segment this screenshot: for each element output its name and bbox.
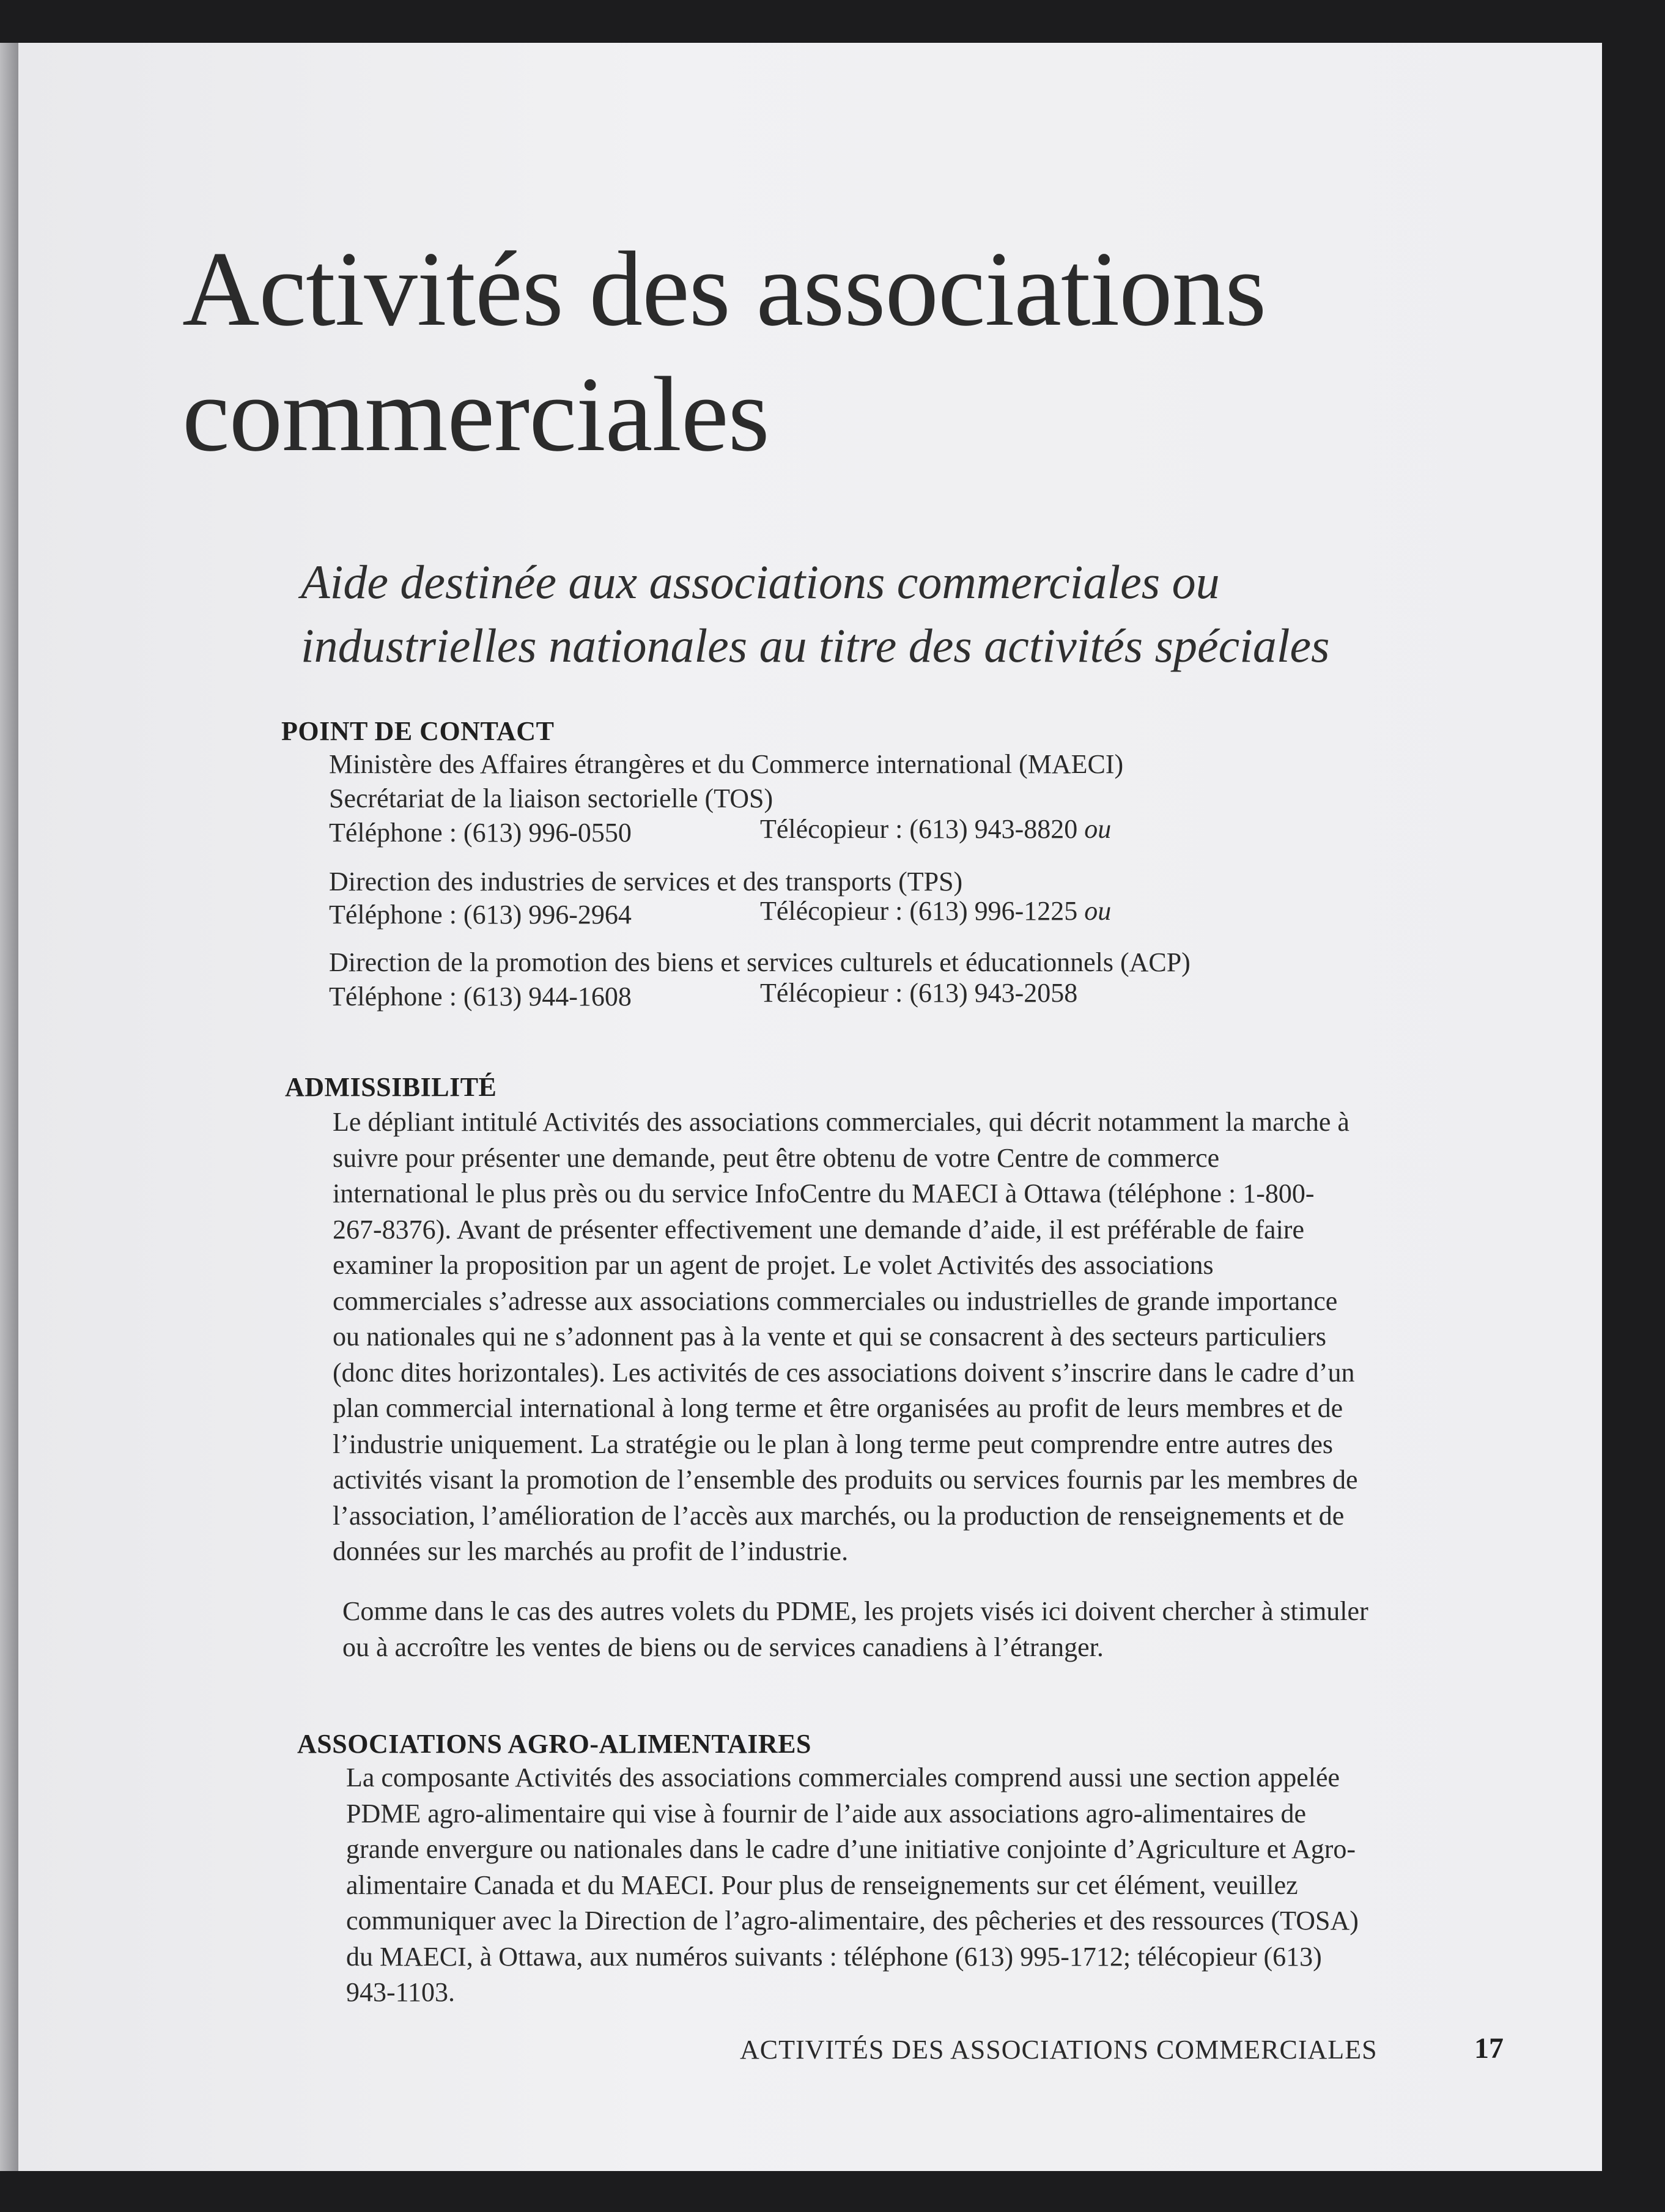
contact-tps-fax — [760, 895, 1111, 927]
contact-tps-fax-or: ou — [1084, 896, 1112, 926]
page-subtitle-line2: industrielles nationales au titre des activités spéciales — [301, 619, 1330, 672]
agrifood-paragraph: La composante Activités des associations commerciales comprend aussi une section appelée PDME agro-alimentaire qui vise à fournir de l’aide aux associations agro-alimentaires de grande envergure ou nationales dans le cadre d’une initiative conjointe d’Agriculture et Agro-alimentaire Canada et du MAECI. Pour plus de renseignements sur cet élément, veuillez communiquer avec la Direction de l’agro-alimentaire, des pêcheries et des ressources (TOSA) du MAECI, à Ottawa, aux numéros suivants : téléphone (613) 995-1712; télécopieur (613) 943-1103. — [346, 1763, 1359, 2007]
book-spine-edge — [0, 43, 18, 2171]
agrifood-heading: ASSOCIATIONS AGRO-ALIMENTAIRES — [297, 1729, 811, 1759]
contact-ministry: Ministère des Affaires étrangères et du Commerce international (MAECI) — [329, 749, 1124, 779]
contact-tos-fax-or: ou — [1084, 814, 1112, 844]
contact-heading: POINT DE CONTACT — [281, 716, 555, 746]
contact-tos-phone: Téléphone : (613) 996-0550 — [329, 818, 632, 848]
page-title — [182, 226, 1527, 477]
page-title-line1: Activités des associations — [182, 229, 1266, 348]
contact-tos-fax-number: Télécopieur : (613) 943-8820 — [760, 814, 1078, 844]
contact-tps-phone: Téléphone : (613) 996-2964 — [329, 900, 632, 930]
document-page — [18, 43, 1602, 2171]
eligibility-paragraph-2: Comme dans le cas des autres volets du PDME, les projets visés ici doivent chercher à stimuler ou à accroître les ventes de biens ou de services canadiens à l’étranger. — [342, 1596, 1368, 1662]
eligibility-paragraph-1: Le dépliant intitulé Activités des associations commerciales, qui décrit notamment la marche à suivre pour présenter une demande, peut être obtenu de votre Centre de commerce international le plus près ou du service InfoCentre du MAECI à Ottawa (téléphone : 1-800-267-8376). Avant de présenter effectivement une demande d’aide, il est préférable de faire examiner la proposition par un agent de projet. Le volet Activités des associations commerciales s’adresse aux associations commerciales ou industrielles de grande importance ou nationales qui ne s’adonnent pas à la vente et qui se consacrent à des secteurs particuliers (donc dites horizontales). Les activités de ces associations doivent s’inscrire dans le cadre d’un plan commercial international à long terme et être organisées au profit de leurs membres et de l’industrie uniquement. La stratégie ou le plan à long terme peut comprendre entre autres des activités visant la promotion de l’ensemble des produits ou services fournis par les membres de l’association, l’amélioration de l’accès aux marchés, ou la production de renseignements et de données sur les marchés au profit de l’industrie. — [333, 1107, 1358, 1566]
page-subtitle — [301, 550, 1585, 678]
contact-secretariat: Secrétariat de la liaison sectorielle (TOS) — [329, 783, 773, 813]
contact-tps-fax-number: Télécopieur : (613) 996-1225 — [760, 896, 1078, 926]
page-title-line2: commerciales — [182, 355, 769, 473]
contact-acp-fax: Télécopieur : (613) 943-2058 — [760, 978, 1078, 1008]
eligibility-heading: ADMISSIBILITÉ — [285, 1072, 497, 1102]
contact-tos-fax — [760, 813, 1111, 845]
page-subtitle-line1: Aide destinée aux associations commerciales ou — [301, 555, 1220, 608]
running-footer-title: ACTIVITÉS DES ASSOCIATIONS COMMERCIALES — [740, 2035, 1378, 2065]
contact-acp-name: Direction de la promotion des biens et services culturels et éducationnels (ACP) — [329, 947, 1191, 977]
page-number: 17 — [1474, 2032, 1504, 2065]
contact-tps-name: Direction des industries de services et des transports (TPS) — [329, 867, 963, 897]
contact-acp-phone: Téléphone : (613) 944-1608 — [329, 982, 632, 1012]
